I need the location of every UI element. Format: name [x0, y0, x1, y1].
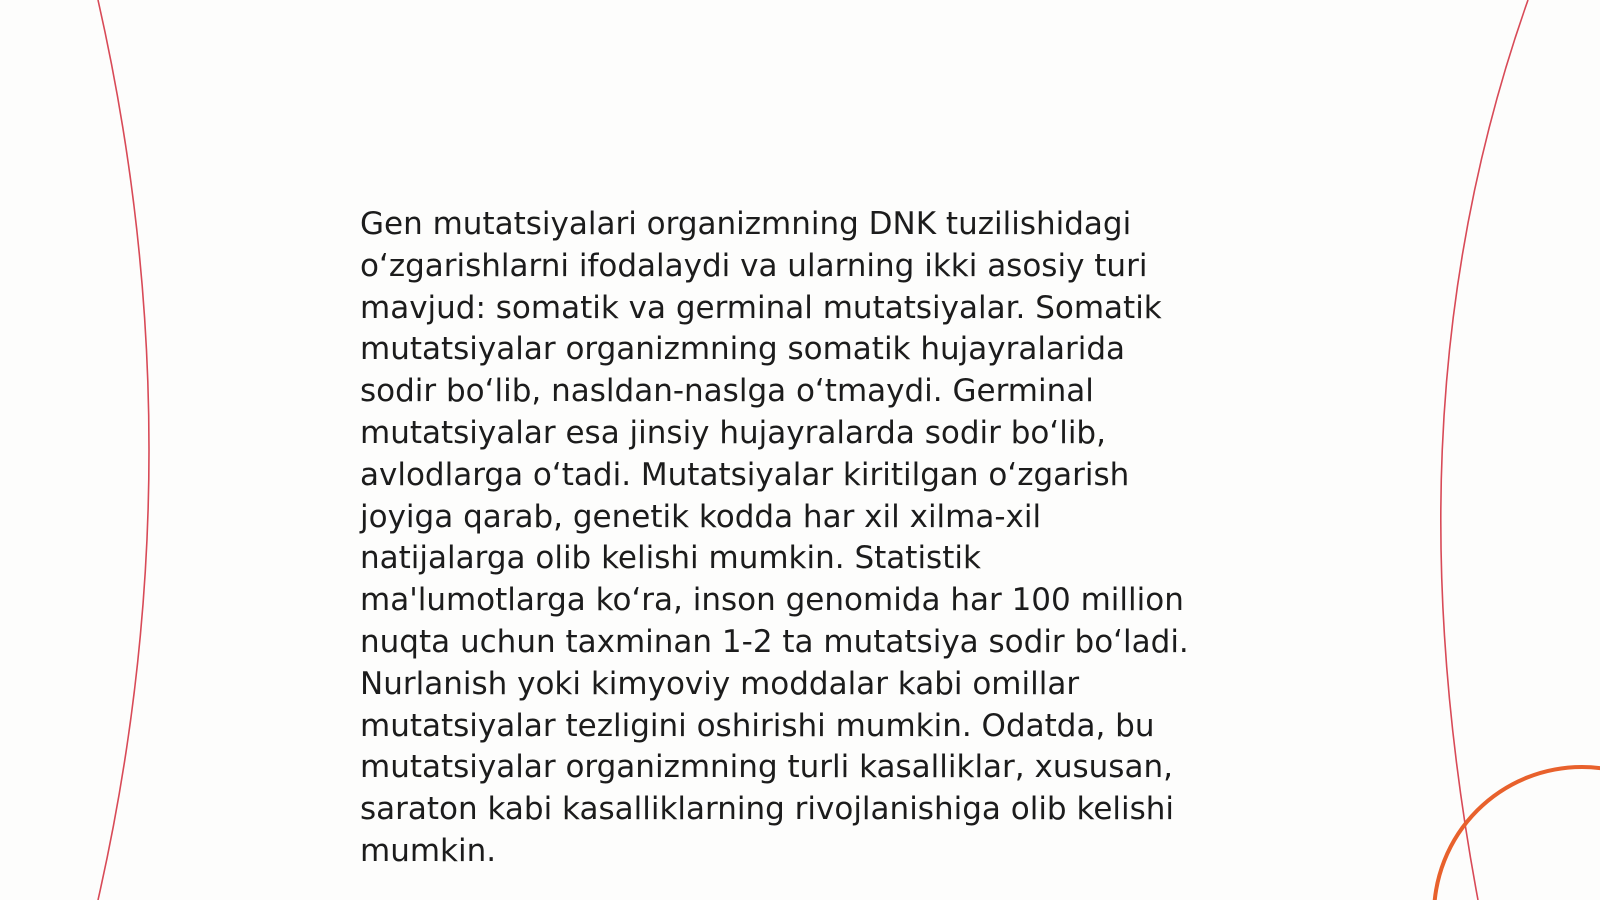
orange-accent-arc [1434, 767, 1600, 900]
right-curve-line [1441, 0, 1528, 900]
slide-body-text: Gen mutatsiyalari organizmning DNK tuzilishidagi o‘zgarishlarni ifodalaydi va ularning ikki asosiy turi mavjud: somatik va germinal mutatsiyalar. Somatik mutatsiyalar organizmning somatik hujayralarida sodir bo‘lib, nasldan-naslga o‘tmaydi. Germinal mutatsiyalar esa jinsiy hujayralarda sodir bo‘lib, avlodlarga o‘tadi. Mutatsiyalar kiritilgan o‘zgarish joyiga qarab, genetik kodda har xil xilma-xil natijalarga olib kelishi mumkin. Statistik ma'lumotlarga ko‘ra, inson genomida har 100 million nuqta uchun taxminan 1-2 ta mutatsiya sodir bo‘ladi. Nurlanish yoki kimyoviy moddalar kabi omillar mutatsiyalar tezligini oshirishi mumkin. Odatda, bu mutatsiyalar organizmning turli kasalliklar, xususan, saraton kabi kasalliklarning rivojlanishiga olib kelishi mumkin. [360, 206, 1189, 869]
left-curve-line [98, 0, 149, 900]
